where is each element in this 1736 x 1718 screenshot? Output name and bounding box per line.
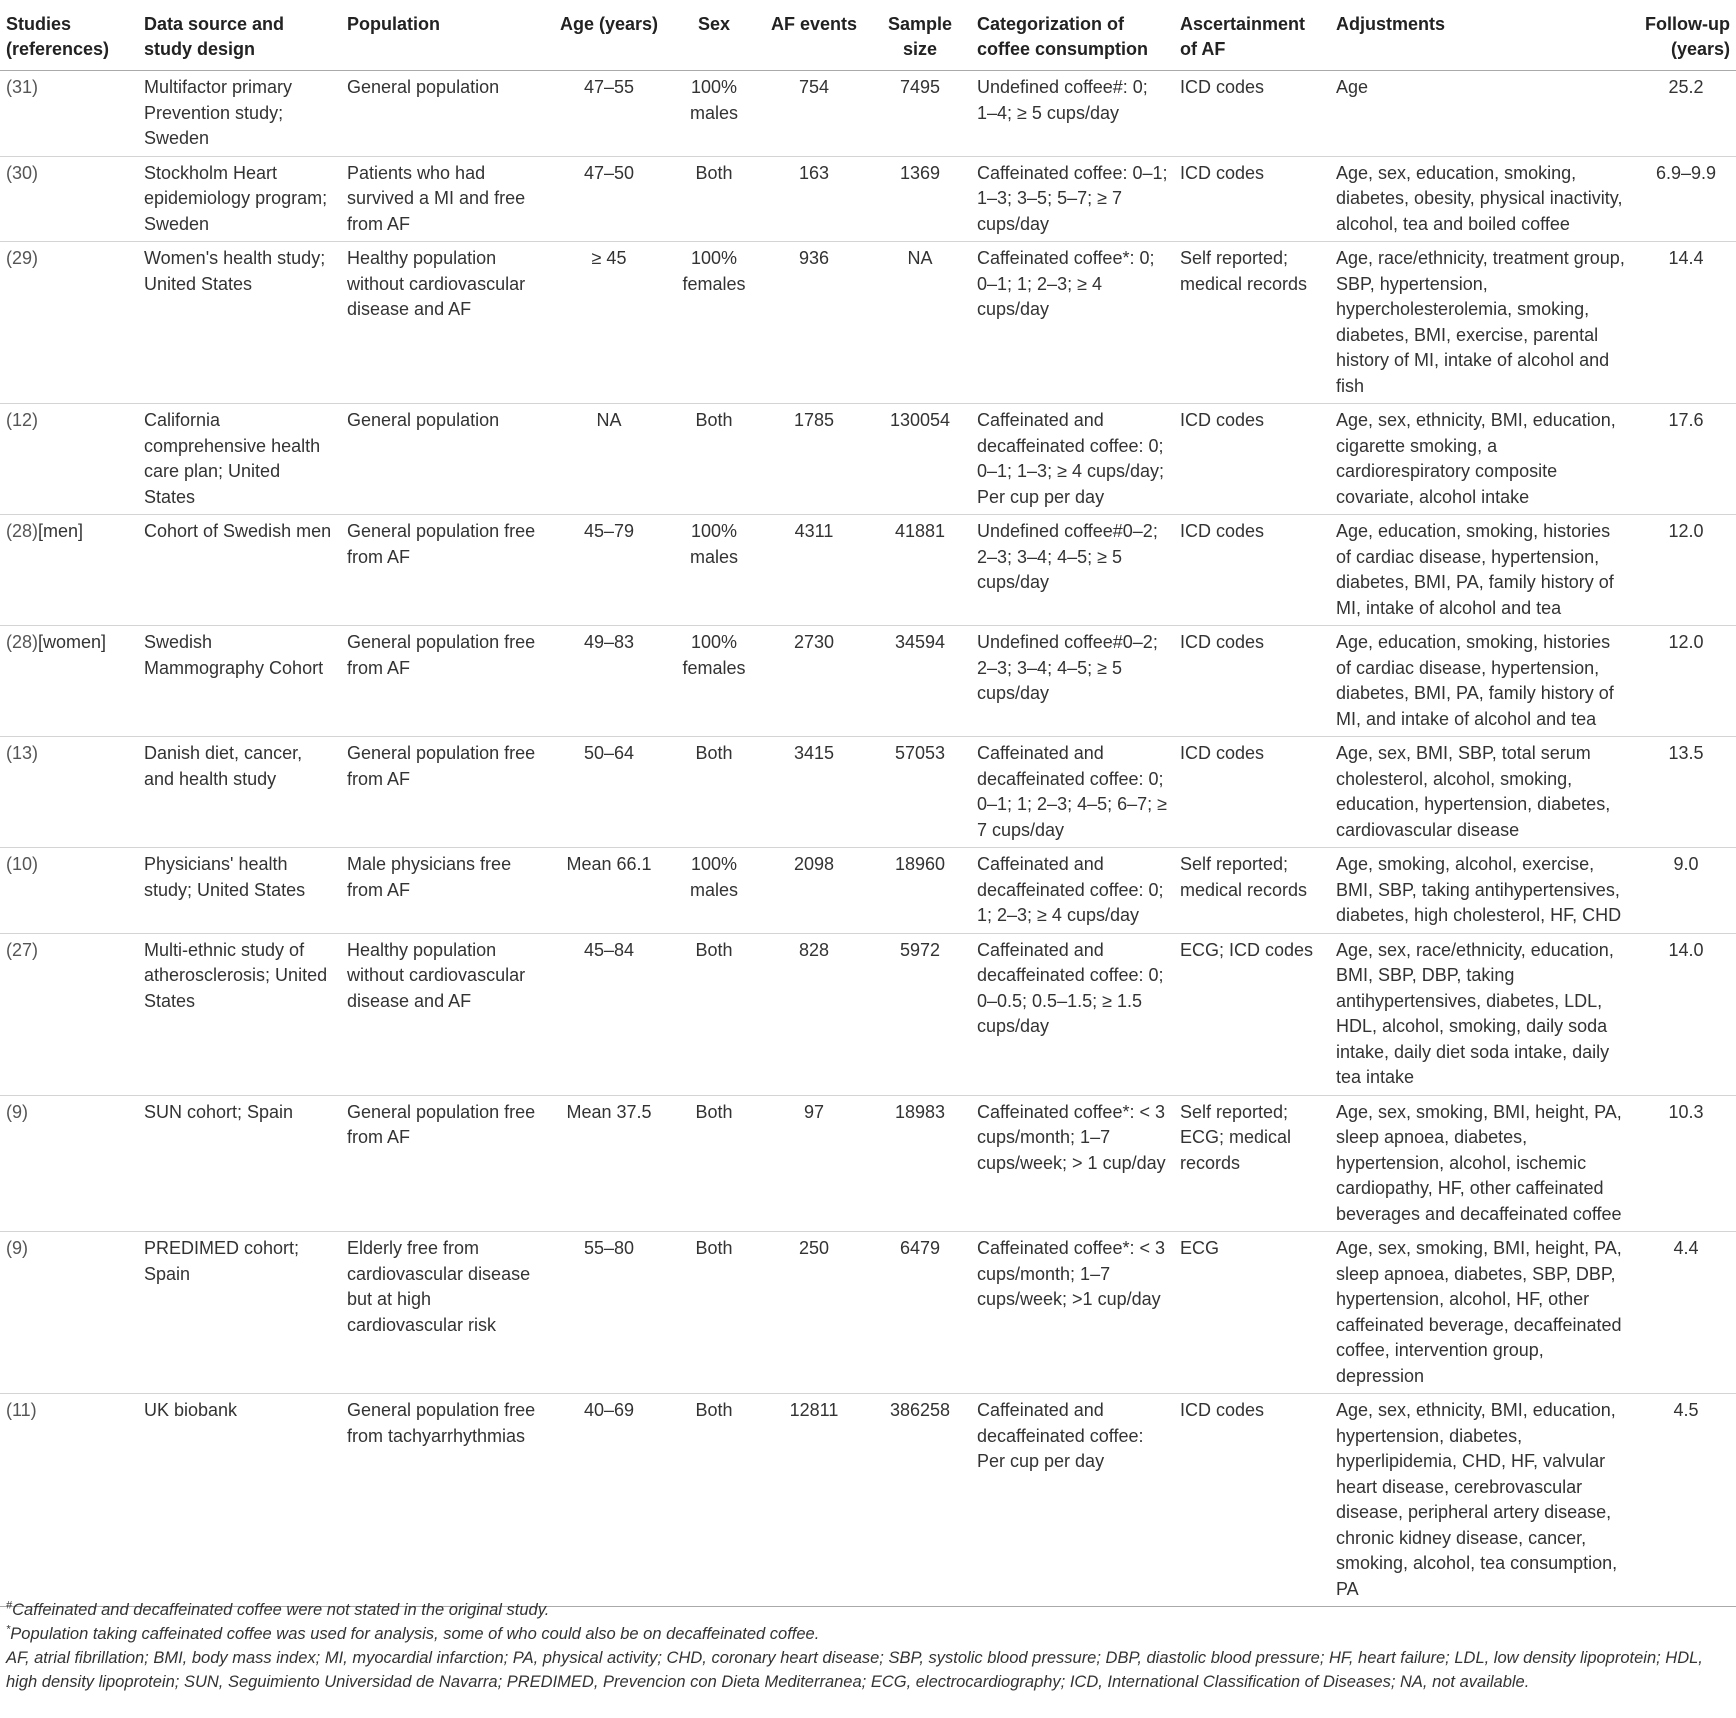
cell-sample-size: 5972 xyxy=(899,939,941,960)
reference-link[interactable]: (29) xyxy=(6,248,39,268)
cell-age: 47–55 xyxy=(583,77,635,97)
cell-af-events: 936 xyxy=(798,248,830,268)
cell-sample-size: 57053 xyxy=(894,743,946,763)
cell-sample-size: 18983 xyxy=(894,1101,946,1122)
header-ascertainment: Ascertainment of AF xyxy=(1174,0,1330,71)
table-header xyxy=(0,0,1736,71)
cell-sex: Both xyxy=(695,1101,733,1122)
cell-sex: Both xyxy=(695,1400,733,1420)
table-row xyxy=(0,242,1736,404)
cell-sex: 100% males xyxy=(689,854,738,900)
cell-population: General population xyxy=(347,410,500,430)
cell-age: Mean 66.1 xyxy=(566,854,652,874)
cell-af-events: 2098 xyxy=(793,854,835,874)
cell-design: Multi-ethnic study of atherosclerosis; United States xyxy=(144,939,328,1011)
cell-ascertainment: ICD codes xyxy=(1180,162,1265,183)
cell-adjustments: Age xyxy=(1336,77,1369,97)
cell-coffee: Caffeinated coffee*: 0; 0–1; 1; 2–3; ≥ 4 cups/day xyxy=(977,248,1155,319)
cell-sex: Both xyxy=(695,743,733,763)
header-design: Data source and study design xyxy=(138,0,341,71)
footnote-hash-text: Caffeinated and decaffeinated coffee were not stated in the original study. xyxy=(12,1601,550,1619)
table-row xyxy=(0,848,1736,934)
cell-study-ref xyxy=(0,156,138,242)
table-row xyxy=(0,737,1736,848)
cell-coffee: Undefined coffee#0–2; 2–3; 3–4; 4–5; ≥ 5 cups/day xyxy=(977,632,1158,703)
cell-design: Cohort of Swedish men xyxy=(144,521,332,541)
cell-ascertainment: ICD codes xyxy=(1180,410,1265,430)
table-row xyxy=(0,1232,1736,1394)
cell-af-events: 4311 xyxy=(794,521,834,541)
header-sample-size: Sample size xyxy=(869,0,971,71)
cell-af-events: 2730 xyxy=(793,632,835,652)
header-follow-up: Follow-up (years) xyxy=(1636,0,1736,71)
cell-adjustments: Age, race/ethnicity, treatment group, SBP, hypertension, hypercholesterolemia, smoking, diabetes, BMI, exercise, parental history of MI, intake of alcohol and fish xyxy=(1336,248,1625,396)
cell-adjustments: Age, sex, education, smoking, diabetes, obesity, physical inactivity, alcohol, tea and boiled coffee xyxy=(1336,162,1623,234)
cell-study-ref xyxy=(0,1095,138,1232)
cell-sex: 100% females xyxy=(682,632,746,678)
table-row xyxy=(0,1095,1736,1232)
cell-population: Patients who had survived a MI and free from AF xyxy=(347,162,526,234)
cell-population: General population free from AF xyxy=(347,521,536,567)
cell-sample-size: 34594 xyxy=(894,632,946,652)
hash-mark: # xyxy=(6,1599,13,1612)
header-adjustments: Adjustments xyxy=(1330,0,1636,71)
cell-sex: Both xyxy=(695,162,733,183)
cell-study-ref xyxy=(0,242,138,404)
cell-design: Danish diet, cancer, and health study xyxy=(144,743,303,789)
table-row xyxy=(0,626,1736,737)
reference-suffix: [men] xyxy=(38,521,84,541)
table-body xyxy=(0,71,1736,1607)
cell-age: 55–80 xyxy=(583,1238,635,1258)
cell-af-events: 3415 xyxy=(793,743,835,763)
cell-ascertainment: ECG xyxy=(1180,1238,1220,1258)
cell-study-ref xyxy=(0,626,138,737)
reference-link[interactable]: (13) xyxy=(6,743,39,763)
cell-design: Stockholm Heart epidemiology program; Sweden xyxy=(144,162,328,234)
header-study: Studies (references) xyxy=(0,0,138,71)
cell-ascertainment: Self reported; medical records xyxy=(1180,248,1308,294)
cell-population: General population free from tachyarrhythmias xyxy=(347,1400,536,1446)
cell-design: Physicians' health study; United States xyxy=(144,854,306,900)
cell-af-events: 163 xyxy=(798,162,830,183)
table-row xyxy=(0,71,1736,157)
cell-af-events: 12811 xyxy=(789,1400,839,1420)
cell-follow-up: 13.5 xyxy=(1668,743,1704,763)
cell-ascertainment: ICD codes xyxy=(1180,77,1265,97)
cell-age: 50–64 xyxy=(583,743,635,763)
reference-link[interactable]: (11) xyxy=(6,1400,37,1420)
cell-sample-size: NA xyxy=(907,248,933,268)
footnote-abbreviations: AF, atrial fibrillation; BMI, body mass index; MI, myocardial infarction; PA, physical activity; CHD, coronary heart disease; SBP, systolic blood pressure; DBP, diastolic blood pressure; HF, heart failure; LDL, low density lipoprotein; HDL, high density lipoprotein; SUN, Seguimiento Universidad de Navarra; PREDIMED, Prevencion con Dieta Mediterranea; ECG, electrocardiography; ICD, International Classification of Diseases; NA, not available. xyxy=(6,1649,1703,1691)
cell-follow-up: 12.0 xyxy=(1668,632,1704,652)
cell-coffee: Undefined coffee#: 0; 1–4; ≥ 5 cups/day xyxy=(977,77,1148,123)
cell-design: Multifactor primary Prevention study; Sweden xyxy=(144,77,293,148)
cell-ascertainment: ECG; ICD codes xyxy=(1180,939,1314,960)
cell-design: UK biobank xyxy=(144,1400,238,1420)
cell-population: General population free from AF xyxy=(347,632,536,678)
cell-sample-size: 1369 xyxy=(899,162,941,183)
cell-follow-up: 6.9–9.9 xyxy=(1655,162,1717,183)
cell-study-ref xyxy=(0,404,138,515)
cell-design: Swedish Mammography Cohort xyxy=(144,632,324,678)
cell-coffee: Caffeinated coffee*: < 3 cups/month; 1–7 cups/week; >1 cup/day xyxy=(977,1238,1165,1309)
table-row xyxy=(0,1394,1736,1607)
cell-sex: 100% females xyxy=(682,248,746,294)
cell-design: SUN cohort; Spain xyxy=(144,1101,294,1122)
cell-sex: 100% males xyxy=(689,77,738,123)
cell-study-ref xyxy=(0,848,138,934)
cell-adjustments: Age, education, smoking, histories of cardiac disease, hypertension, diabetes, BMI, PA, family history of MI, intake of alcohol and tea xyxy=(1336,521,1614,618)
cell-study-ref xyxy=(0,737,138,848)
cell-population: General population xyxy=(347,77,500,97)
cell-adjustments: Age, smoking, alcohol, exercise, BMI, SBP, taking antihypertensives, diabetes, high cholesterol, HF, CHD xyxy=(1336,854,1622,925)
cell-sample-size: 6479 xyxy=(899,1238,941,1258)
cell-study-ref xyxy=(0,515,138,626)
cell-sample-size: 130054 xyxy=(889,410,951,430)
footnote-star xyxy=(6,1622,1728,1646)
cell-population: Healthy population without cardiovascular disease and AF xyxy=(347,248,526,319)
cell-ascertainment: ICD codes xyxy=(1180,632,1265,652)
header-coffee-categorization: Categorization of coffee consumption xyxy=(971,0,1174,71)
table-row xyxy=(0,933,1736,1095)
cell-coffee: Undefined coffee#0–2; 2–3; 3–4; 4–5; ≥ 5 cups/day xyxy=(977,521,1158,592)
cell-adjustments: Age, sex, smoking, BMI, height, PA, sleep apnoea, diabetes, hypertension, alcohol, ischemic cardiopathy, HF, other caffeinated beverages and decaffeinated coffee xyxy=(1336,1101,1622,1224)
cell-study-ref xyxy=(0,71,138,157)
header-row xyxy=(0,0,1736,71)
table-row xyxy=(0,156,1736,242)
cell-follow-up: 17.6 xyxy=(1668,410,1704,430)
cell-sex: 100% males xyxy=(689,521,738,567)
reference-link[interactable]: (9) xyxy=(6,1238,28,1258)
reference-link[interactable]: (28) xyxy=(6,521,39,541)
cell-follow-up: 12.0 xyxy=(1668,521,1704,541)
header-af-events: AF events xyxy=(759,0,869,71)
cell-follow-up: 4.4 xyxy=(1673,1238,1699,1258)
cell-coffee: Caffeinated and decaffeinated coffee: Per cup per day xyxy=(977,1400,1144,1471)
cell-af-events: 754 xyxy=(798,77,830,97)
header-sex: Sex xyxy=(669,0,759,71)
footnote-hash xyxy=(6,1598,1728,1622)
cell-follow-up: 14.0 xyxy=(1668,939,1704,960)
table-footnotes xyxy=(6,1598,1728,1694)
cell-sample-size: 386258 xyxy=(889,1400,951,1420)
cell-adjustments: Age, education, smoking, histories of cardiac disease, hypertension, diabetes, BMI, PA, family history of MI, and intake of alcohol and tea xyxy=(1336,632,1614,729)
cell-age: 45–79 xyxy=(583,521,635,541)
cell-sex: Both xyxy=(695,939,733,960)
cell-ascertainment: Self reported; ECG; medical records xyxy=(1180,1101,1292,1173)
reference-suffix: [women] xyxy=(38,632,107,652)
cell-follow-up: 9.0 xyxy=(1673,854,1699,874)
reference-link[interactable]: (31) xyxy=(6,77,39,97)
cell-age: Mean 37.5 xyxy=(566,1101,652,1122)
cell-age: 40–69 xyxy=(583,1400,635,1420)
cell-population: General population free from AF xyxy=(347,743,536,789)
cell-af-events: 97 xyxy=(803,1101,825,1122)
star-mark: * xyxy=(6,1623,11,1636)
cell-ascertainment: ICD codes xyxy=(1180,521,1265,541)
cell-adjustments: Age, sex, smoking, BMI, height, PA, sleep apnoea, diabetes, SBP, DBP, hypertension, alcohol, HF, other caffeinated beverage, decaffeinated coffee, intervention group, depression xyxy=(1336,1238,1622,1386)
cell-follow-up: 4.5 xyxy=(1673,1400,1699,1420)
cell-design: PREDIMED cohort; Spain xyxy=(144,1238,300,1284)
reference-link[interactable]: (9) xyxy=(6,1101,28,1122)
cell-study-ref xyxy=(0,933,138,1095)
cell-population: Healthy population without cardiovascular disease and AF xyxy=(347,939,526,1011)
cell-age: 47–50 xyxy=(583,162,635,183)
cell-follow-up: 14.4 xyxy=(1668,248,1704,268)
cell-sample-size: 18960 xyxy=(894,854,946,874)
cell-adjustments: Age, sex, ethnicity, BMI, education, hypertension, diabetes, hyperlipidemia, CHD, HF, valvular heart disease, cerebrovascular disease, peripheral artery disease, chronic kidney disease, cancer, smoking, alcohol, tea consumption, PA xyxy=(1336,1400,1618,1599)
cell-ascertainment: Self reported; medical records xyxy=(1180,854,1308,900)
cell-af-events: 250 xyxy=(798,1238,830,1258)
cell-coffee: Caffeinated coffee: 0–1; 1–3; 3–5; 5–7; ≥ 7 cups/day xyxy=(977,162,1168,234)
reference-link[interactable]: (10) xyxy=(6,854,39,874)
cell-design: Women's health study; United States xyxy=(144,248,326,294)
cell-af-events: 1785 xyxy=(793,410,835,430)
cell-sex: Both xyxy=(695,410,733,430)
cell-population: Male physicians free from AF xyxy=(347,854,512,900)
cell-age: NA xyxy=(596,410,622,430)
cell-adjustments: Age, sex, race/ethnicity, education, BMI, SBP, DBP, taking antihypertensives, diabetes, LDL, HDL, alcohol, smoking, daily soda intake, daily diet soda intake, daily tea intake xyxy=(1336,939,1614,1087)
cell-follow-up: 10.3 xyxy=(1668,1101,1704,1122)
cell-sample-size: 41881 xyxy=(894,521,946,541)
header-population: Population xyxy=(341,0,549,71)
cell-coffee: Caffeinated and decaffeinated coffee: 0; 1; 2–3; ≥ 4 cups/day xyxy=(977,854,1164,925)
header-age: Age (years) xyxy=(549,0,669,71)
reference-link[interactable]: (28) xyxy=(6,632,39,652)
cell-population: General population free from AF xyxy=(347,1101,536,1147)
table-row xyxy=(0,404,1736,515)
cell-ascertainment: ICD codes xyxy=(1180,1400,1265,1420)
reference-link[interactable]: (27) xyxy=(6,939,39,960)
cell-age: 49–83 xyxy=(583,632,635,652)
cell-study-ref xyxy=(0,1394,138,1607)
cell-coffee: Caffeinated and decaffeinated coffee: 0; 0–0.5; 0.5–1.5; ≥ 1.5 cups/day xyxy=(977,939,1164,1036)
cell-age: ≥ 45 xyxy=(591,248,627,268)
cell-sample-size: 7495 xyxy=(899,77,941,97)
reference-link[interactable]: (12) xyxy=(6,410,39,430)
footnote-star-text: Population taking caffeinated coffee was used for analysis, some of who could also be on decaffeinated coffee. xyxy=(10,1625,820,1643)
cell-study-ref xyxy=(0,1232,138,1394)
table-row xyxy=(0,515,1736,626)
cell-adjustments: Age, sex, ethnicity, BMI, education, cigarette smoking, a cardiorespiratory composite covariate, alcohol intake xyxy=(1336,410,1616,507)
cell-adjustments: Age, sex, BMI, SBP, total serum cholesterol, alcohol, smoking, education, hypertension, diabetes, cardiovascular disease xyxy=(1336,743,1611,840)
cell-population: Elderly free from cardiovascular disease but at high cardiovascular risk xyxy=(347,1238,531,1335)
cell-follow-up: 25.2 xyxy=(1668,77,1704,97)
cell-design: California comprehensive health care plan; United States xyxy=(144,410,321,507)
cell-coffee: Caffeinated and decaffeinated coffee: 0; 0–1; 1; 2–3; 4–5; 6–7; ≥ 7 cups/day xyxy=(977,743,1168,840)
cell-coffee: Caffeinated and decaffeinated coffee: 0; 0–1; 1–3; ≥ 4 cups/day; Per cup per day xyxy=(977,410,1165,507)
cell-coffee: Caffeinated coffee*: < 3 cups/month; 1–7 cups/week; > 1 cup/day xyxy=(977,1101,1166,1173)
cell-age: 45–84 xyxy=(583,939,635,960)
cell-ascertainment: ICD codes xyxy=(1180,743,1265,763)
reference-link[interactable]: (30) xyxy=(6,162,39,183)
cell-sex: Both xyxy=(695,1238,733,1258)
cell-af-events: 828 xyxy=(798,939,830,960)
